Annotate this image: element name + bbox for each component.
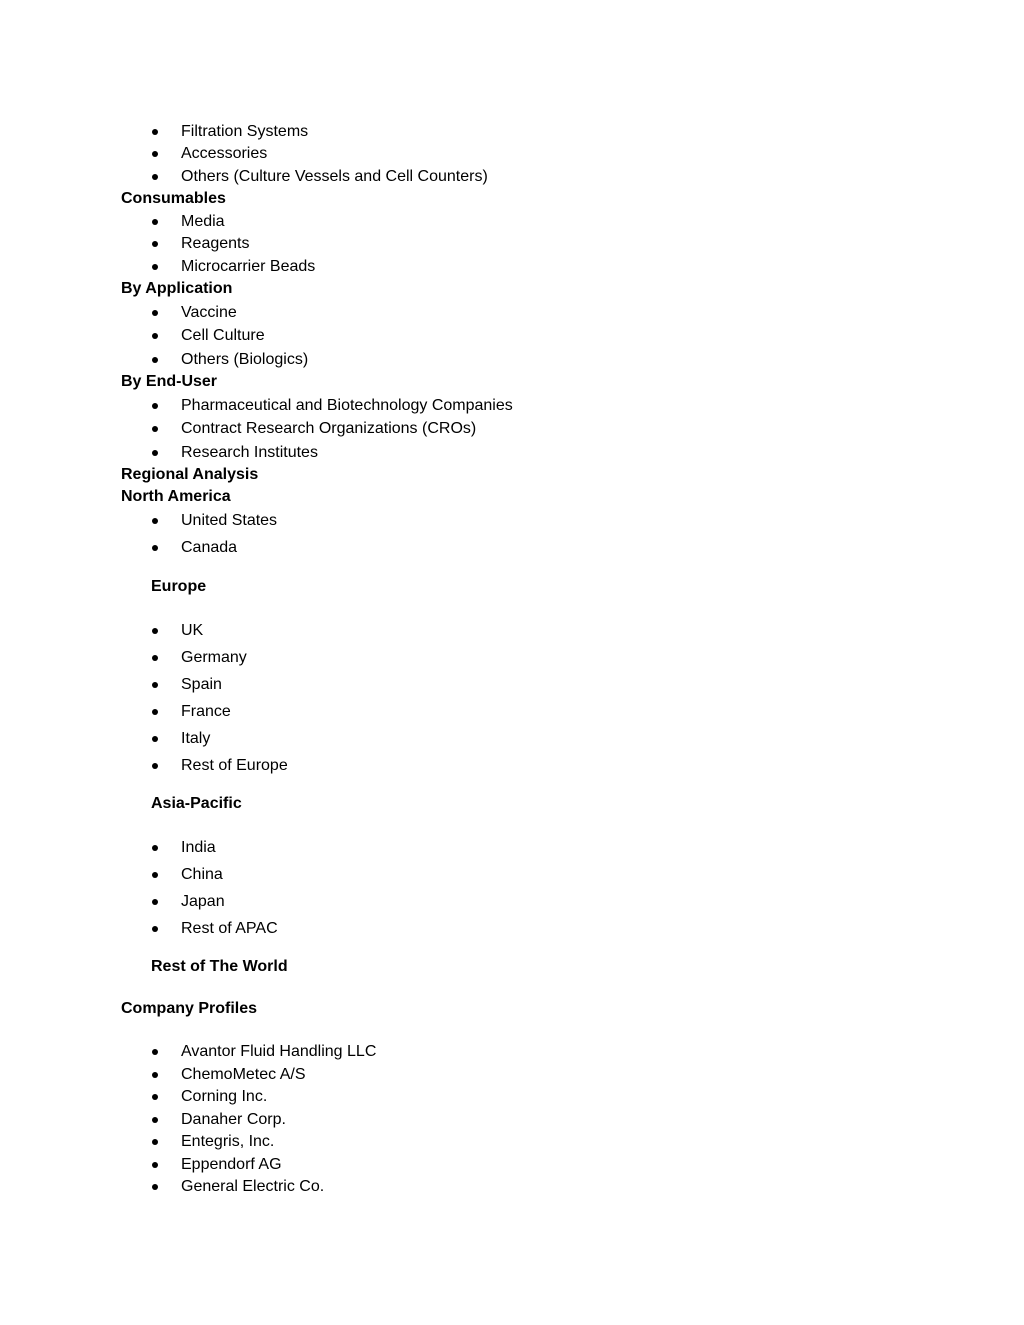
bullet-icon: [152, 450, 158, 456]
bullet-icon: [152, 845, 158, 851]
bullet-icon: [152, 926, 158, 932]
list-item-label: Rest of Europe: [181, 757, 288, 774]
bullet-icon: [152, 1184, 158, 1190]
bullet-icon: [152, 333, 158, 339]
bullet-icon: [152, 129, 158, 135]
bullet-icon: [152, 1139, 158, 1145]
section-heading-europe: Europe: [151, 578, 207, 595]
bullet-icon: [152, 1094, 158, 1100]
list-item-label: ChemoMetec A/S: [181, 1066, 306, 1083]
list-item-label: Others (Culture Vessels and Cell Counters): [181, 168, 488, 185]
list-item-label: Pharmaceutical and Biotechnology Companies: [181, 397, 513, 414]
section-heading-north-america: North America: [121, 488, 231, 505]
bullet-icon: [152, 1117, 158, 1123]
list-item-label: Microcarrier Beads: [181, 258, 316, 275]
bullet-icon: [152, 655, 158, 661]
section-heading-by-end-user: By End-User: [121, 373, 218, 390]
list-item-label: China: [181, 866, 223, 883]
section-heading-consumables: Consumables: [121, 190, 226, 207]
bullet-icon: [152, 264, 158, 270]
list-item-label: Rest of APAC: [181, 920, 278, 937]
list-item-label: United States: [181, 512, 278, 529]
list-item-label: Italy: [181, 730, 211, 747]
list-item-label: France: [181, 703, 231, 720]
list-item-label: UK: [181, 622, 204, 639]
list-item-label: Entegris, Inc.: [181, 1133, 275, 1150]
section-heading-company-profiles: Company Profiles: [121, 1000, 258, 1017]
list-item-label: Spain: [181, 676, 222, 693]
list-item-label: Others (Biologics): [181, 351, 309, 368]
list-item-label: Danaher Corp.: [181, 1111, 286, 1128]
list-item-label: Accessories: [181, 145, 268, 162]
list-item-label: India: [181, 839, 216, 856]
bullet-icon: [152, 1049, 158, 1055]
bullet-icon: [152, 403, 158, 409]
bullet-icon: [152, 219, 158, 225]
section-heading-by-application: By Application: [121, 280, 233, 297]
list-item-label: Reagents: [181, 235, 250, 252]
list-item-label: Germany: [181, 649, 247, 666]
list-item-label: General Electric Co.: [181, 1178, 325, 1195]
section-heading-rest-of-the-world: Rest of The World: [151, 958, 288, 975]
bullet-icon: [152, 241, 158, 247]
bullet-icon: [152, 357, 158, 363]
bullet-icon: [152, 736, 158, 742]
list-item-label: Cell Culture: [181, 327, 265, 344]
section-heading-asia-pacific: Asia-Pacific: [151, 795, 242, 812]
bullet-icon: [152, 151, 158, 157]
list-item-label: Eppendorf AG: [181, 1156, 282, 1173]
bullet-icon: [152, 310, 158, 316]
bullet-icon: [152, 709, 158, 715]
bullet-icon: [152, 628, 158, 634]
bullet-icon: [152, 1162, 158, 1168]
bullet-icon: [152, 899, 158, 905]
list-item-label: Japan: [181, 893, 225, 910]
list-item-label: Media: [181, 213, 225, 230]
bullet-icon: [152, 545, 158, 551]
list-item-label: Filtration Systems: [181, 123, 309, 140]
list-item-label: Avantor Fluid Handling LLC: [181, 1043, 377, 1060]
bullet-icon: [152, 763, 158, 769]
bullet-icon: [152, 426, 158, 432]
section-heading-regional-analysis: Regional Analysis: [121, 466, 259, 483]
list-item-label: Corning Inc.: [181, 1088, 268, 1105]
bullet-icon: [152, 872, 158, 878]
bullet-icon: [152, 174, 158, 180]
bullet-icon: [152, 1072, 158, 1078]
list-item-label: Contract Research Organizations (CROs): [181, 420, 477, 437]
bullet-icon: [152, 518, 158, 524]
list-item-label: Vaccine: [181, 304, 237, 321]
bullet-icon: [152, 682, 158, 688]
list-item-label: Research Institutes: [181, 444, 318, 461]
list-item-label: Canada: [181, 539, 238, 556]
